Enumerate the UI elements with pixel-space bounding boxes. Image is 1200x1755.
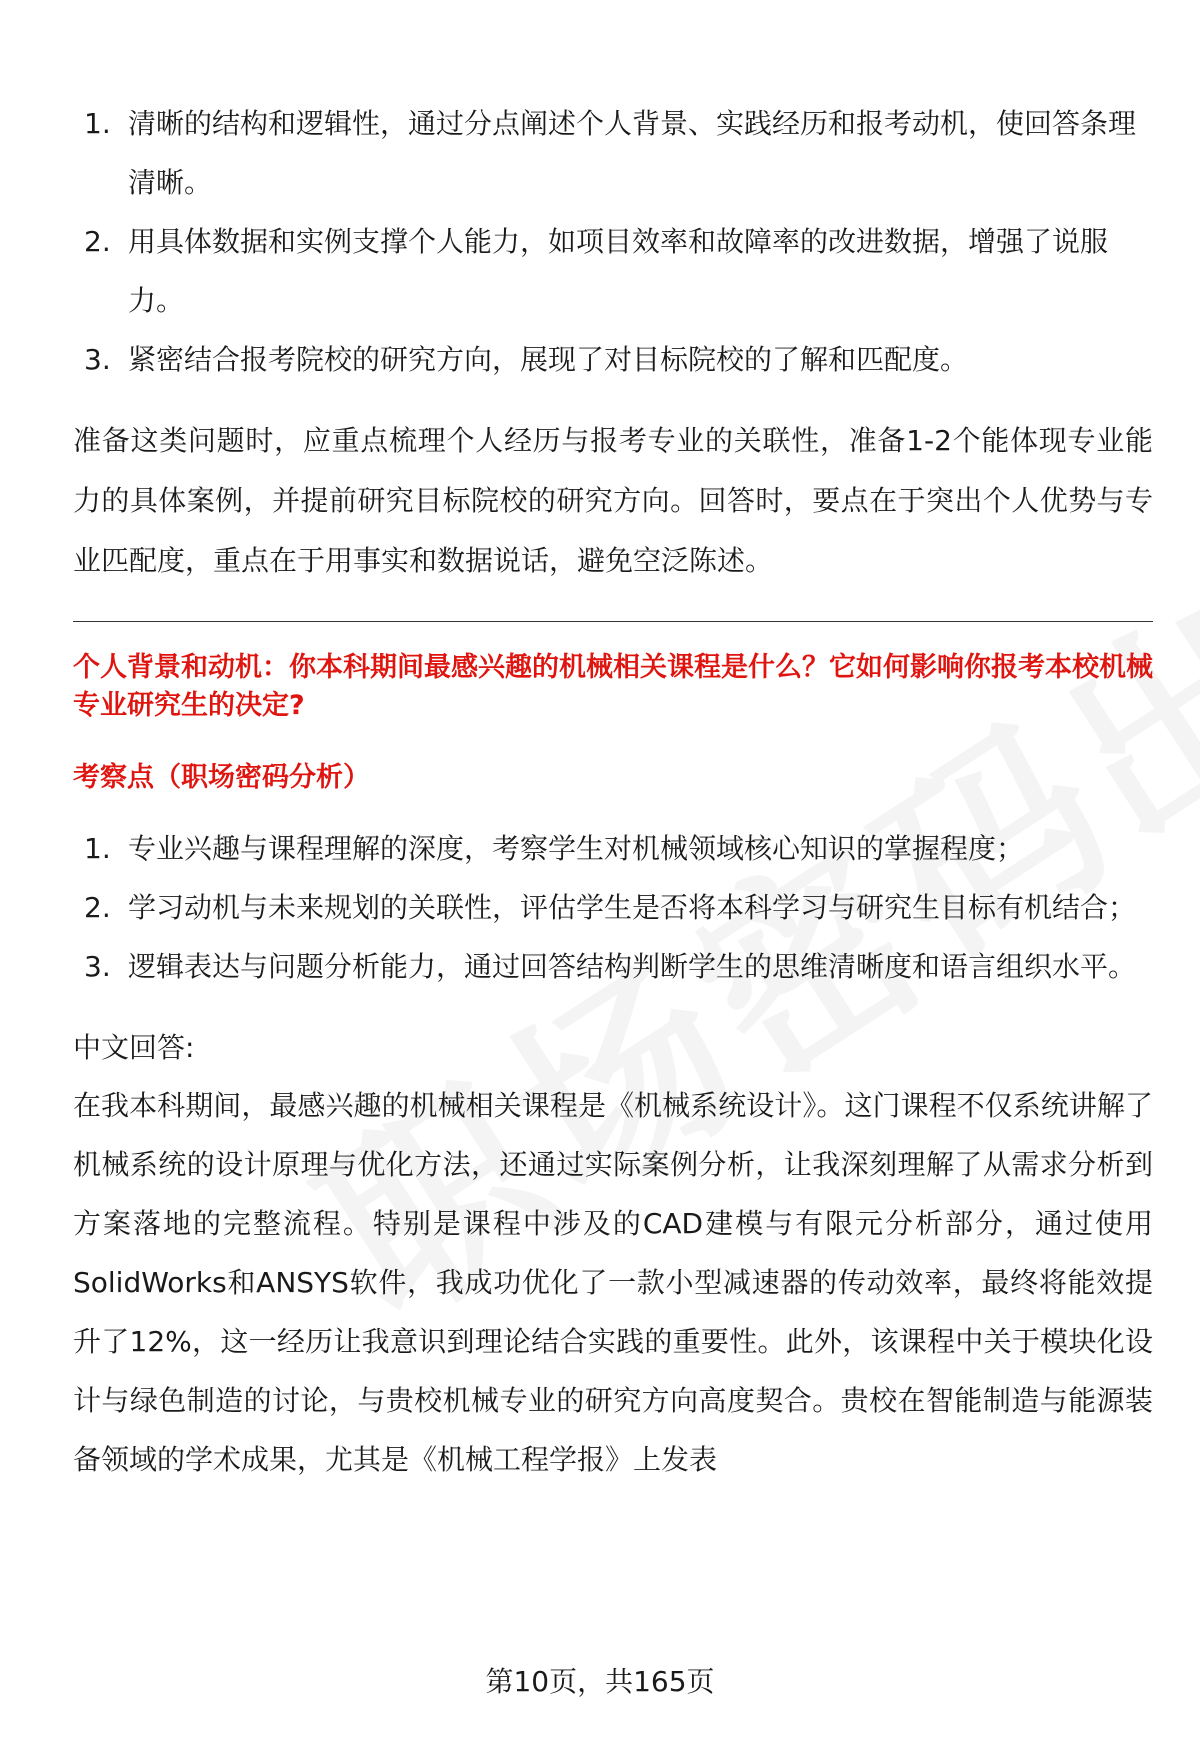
list-item-number: 1. [84,107,111,140]
list-item-text: 紧密结合报考院校的研究方向，展现了对目标院校的了解和匹配度。 [128,343,969,376]
subheading: 考察点（职场密码分析） [73,762,370,793]
list-item [73,212,1153,330]
list-item-number: 1. [84,832,111,865]
list-item-number: 3. [84,950,111,983]
list-item [73,819,1153,878]
strengths-list [73,94,1153,389]
answer-paragraph: 在我本科期间，最感兴趣的机械相关课程是《机械系统设计》。这门课程不仅系统讲解了机械系统的设计原理与优化方法，还通过实际案例分析，让我深刻理解了从需求分析到方案落地的完整流程。特别是课程中涉及的CAD建模与有限元分析部分，通过使用SolidWorks和ANSYS软件，我成功优化了一款小型减速器的传动效率，最终将能效提升了12%，这一经历让我意识到理论结合实践的重要性。此外，该课程中关于模块化设计与绿色制造的讨论，与贵校机械专业的研究方向高度契合。贵校在智能制造与能源装备领域的学术成果，尤其是《机械工程学报》上发表 [73,1089,1153,1476]
list-item-number: 2. [84,225,111,258]
examine-points-list [73,819,1153,996]
page-content [73,94,1153,1489]
question-heading: 个人背景和动机：你本科期间最感兴趣的机械相关课程是什么？它如何影响你报考本校机械专业研究生的决定? [73,652,1153,721]
list-item-text: 学习动机与未来规划的关联性，评估学生是否将本科学习与研究生目标有机结合； [128,891,1137,924]
list-item-number: 2. [84,891,111,924]
preparation-paragraph: 准备这类问题时，应重点梳理个人经历与报考专业的关联性，准备1-2个能体现专业能力的具体案例，并提前研究目标院校的研究方向。回答时，要点在于突出个人优势与专业匹配度，重点在于用事实和数据说话，避免空泛陈述。 [73,424,1153,577]
list-item [73,330,1153,389]
list-item [73,937,1153,996]
answer-label: 中文回答: [73,1031,195,1064]
list-item-text: 逻辑表达与问题分析能力，通过回答结构判断学生的思维清晰度和语言组织水平。 [128,950,1137,983]
list-item-text: 清晰的结构和逻辑性，通过分点阐述个人背景、实践经历和报考动机，使回答条理清晰。 [128,107,1137,199]
page-footer: 第10页，共165页 [485,1665,715,1698]
list-item-text: 专业兴趣与课程理解的深度，考察学生对机械领域核心知识的掌握程度； [128,832,1025,865]
section-divider [73,621,1153,622]
list-item [73,94,1153,212]
list-item-text: 用具体数据和实例支撑个人能力，如项目效率和故障率的改进数据，增强了说服力。 [128,225,1109,317]
list-item [73,878,1153,937]
list-item-number: 3. [84,343,111,376]
